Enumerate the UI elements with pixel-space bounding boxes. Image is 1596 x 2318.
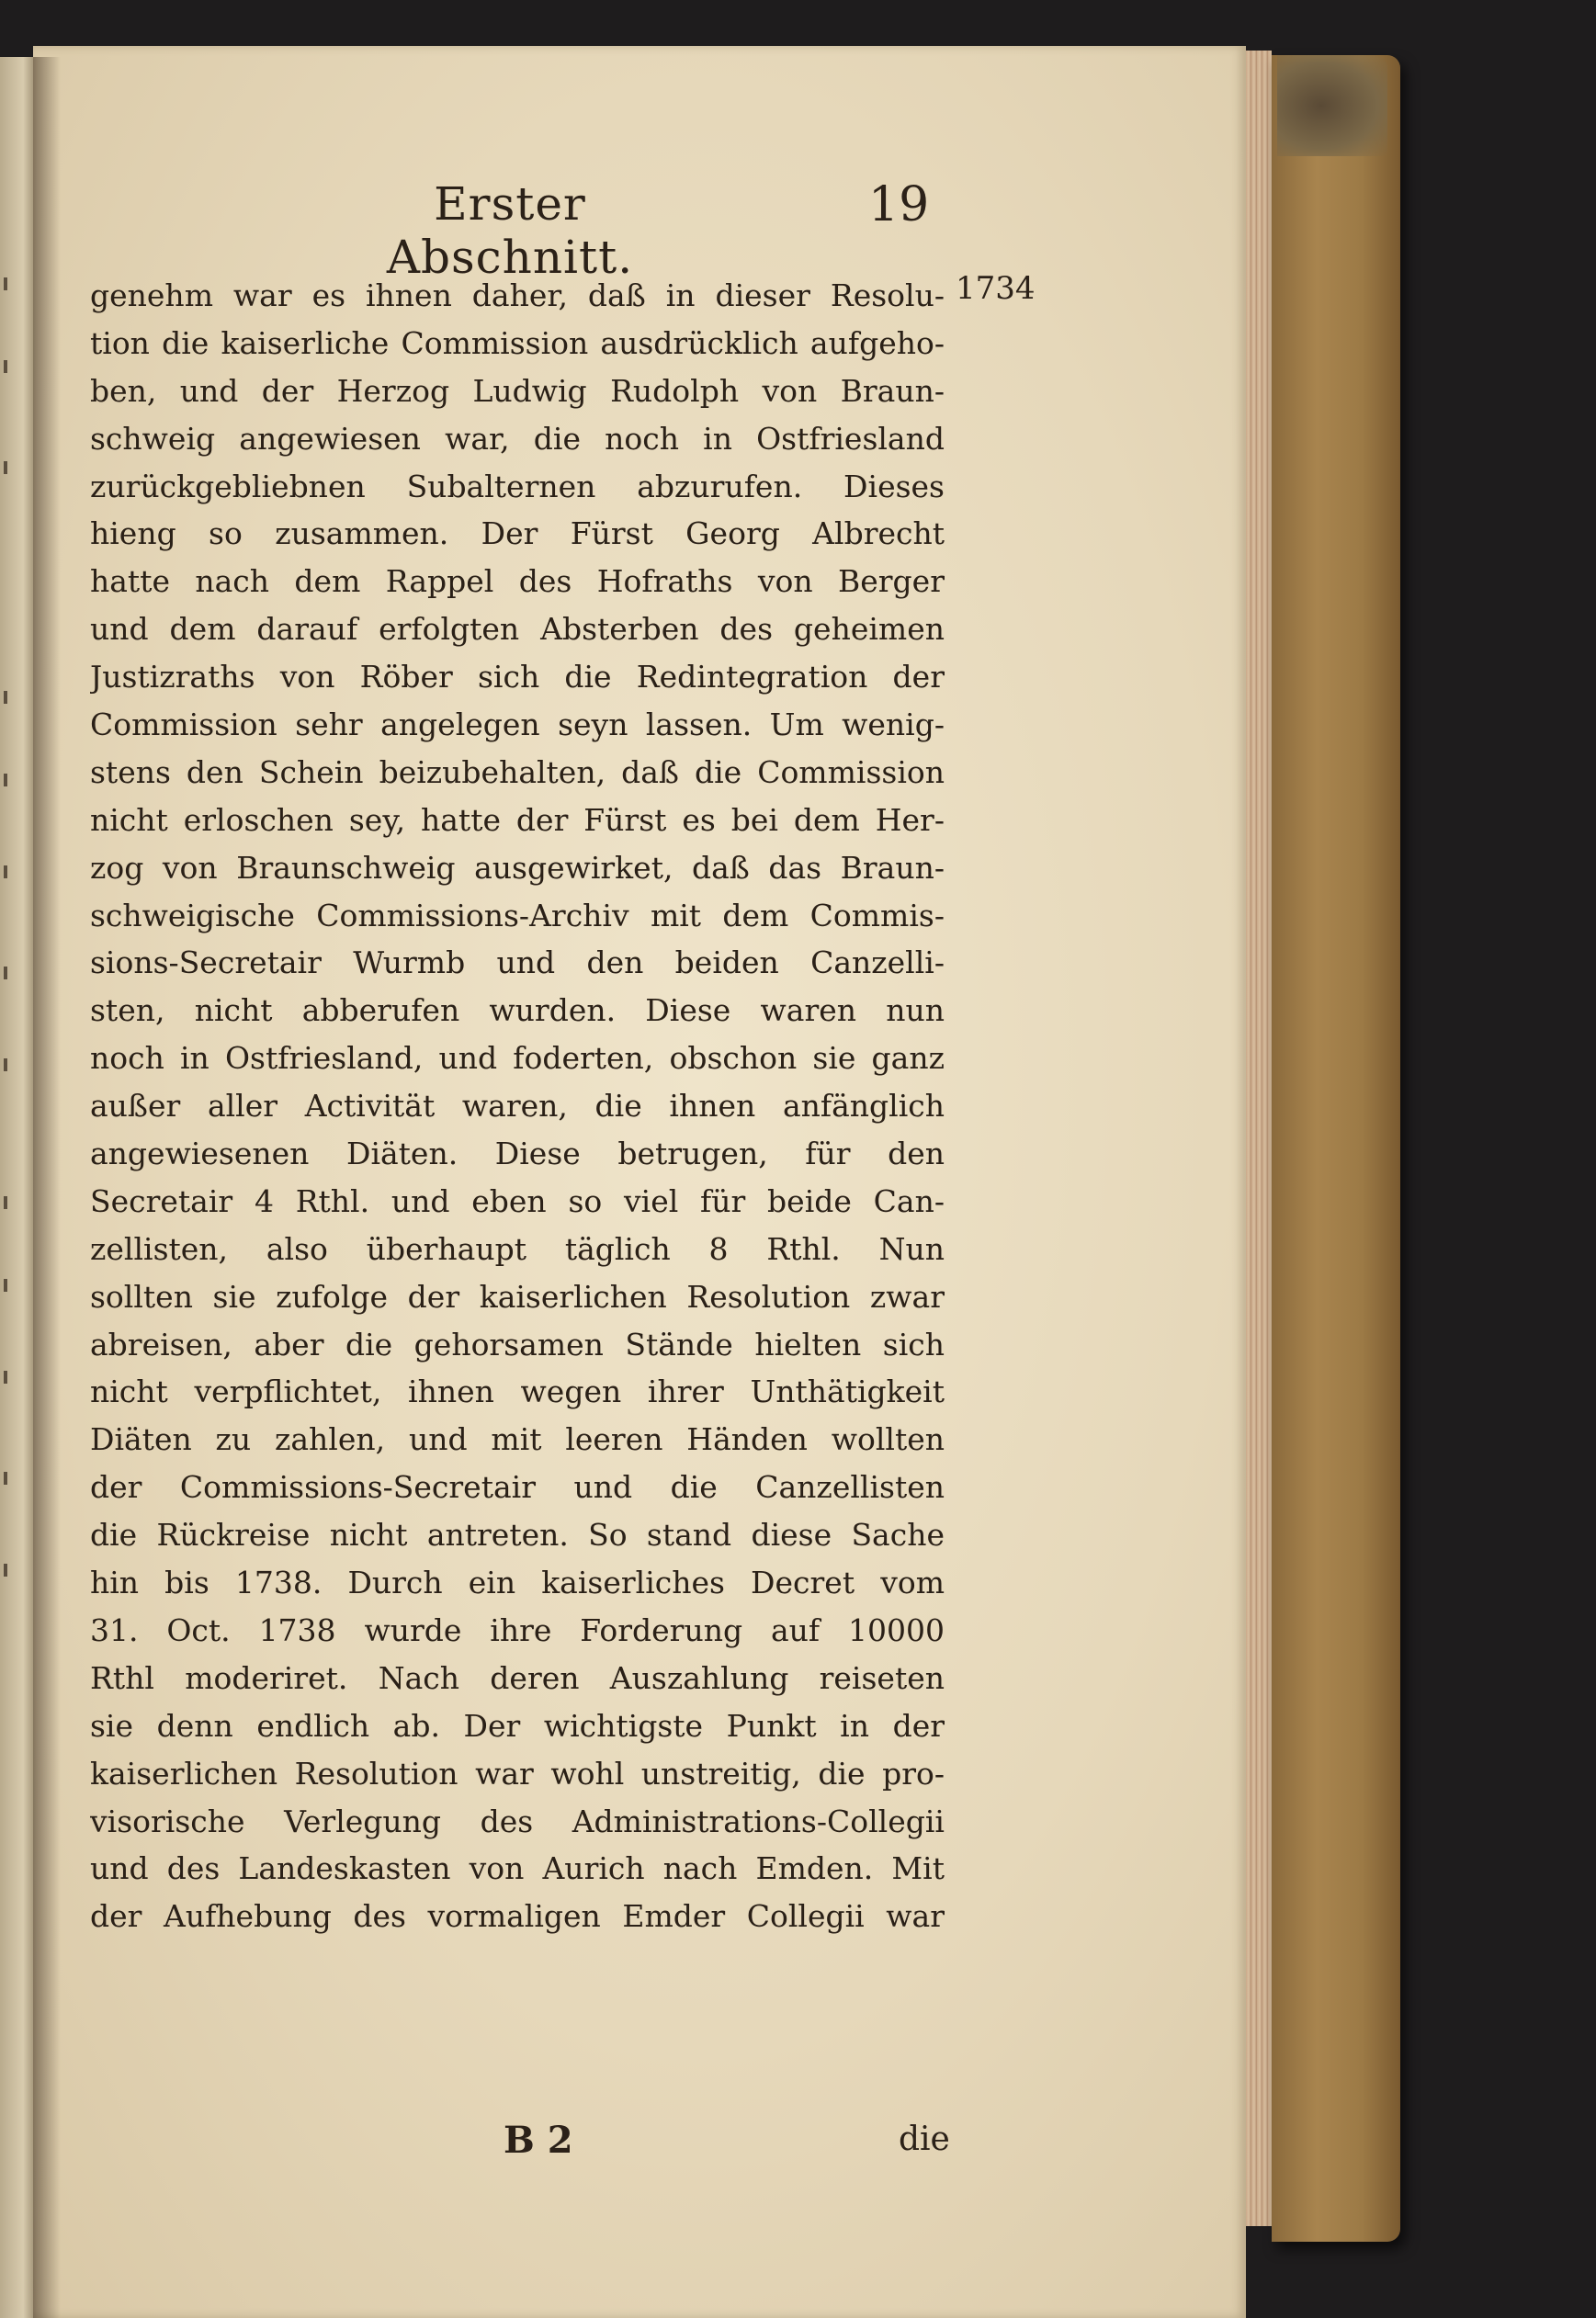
page-gutter-shadow [33,57,61,2318]
text-line: zog von Braunschweig ausgewirket, daß das Braun- [90,849,945,886]
text-line: nicht erloschen sey, hatte der Fürst es bei dem Her- [90,801,945,838]
text-line: schweigische Commissions-Archiv mit dem Commis- [90,897,945,933]
margin-year-note: 1734 [956,270,1036,307]
facing-page-edge [0,57,33,2318]
text-line: Secretair 4 Rthl. und eben so viel für beide Can- [90,1182,945,1219]
text-line: noch in Ostfriesland, und foderten, obschon sie ganz [90,1040,945,1077]
text-line: abreisen, aber die gehorsamen Stände hielten sich [90,1326,945,1363]
book-cover [1272,55,1400,2242]
text-line: der Commissions-Secretair und die Canzellisten [90,1469,945,1506]
text-line: Diäten zu zahlen, und mit leeren Händen wollten [90,1421,945,1458]
text-line: schweig angewiesen war, die noch in Ostfriesland [90,420,945,457]
text-line: genehm war es ihnen daher, daß in dieser Resolu- [90,277,945,313]
text-line: ben, und der Herzog Ludwig Rudolph von Braun- [90,372,945,409]
page-block-edge [1246,51,1272,2226]
text-line: angewiesenen Diäten. Diese betrugen, für den [90,1136,945,1172]
text-line: der Aufhebung des vormaligen Emder Collegii war [90,1898,945,1935]
text-line: Commission sehr angelegen seyn lassen. Um wenig- [90,707,945,743]
text-line: visorische Verlegung des Administrations-Collegii [90,1803,945,1839]
cover-wear [1277,55,1387,156]
text-line: sions-Secretair Wurmb und den beiden Canzelli- [90,944,945,981]
catchword: die [899,2120,950,2158]
text-line: Justizraths von Röber sich die Redintegration der [90,659,945,695]
text-line: zellisten, also überhaupt täglich 8 Rthl. Nun [90,1230,945,1267]
text-line: und dem darauf erfolgten Absterben des geheimen [90,611,945,648]
text-line: nicht verpflichtet, ihnen wegen ihrer Unthätigkeit [90,1374,945,1410]
page-number: 19 [868,177,930,232]
text-line: sten, nicht abberufen wurden. Diese waren nun [90,992,945,1029]
text-line: tion die kaiserliche Commission ausdrücklich aufgeho- [90,324,945,361]
text-line: zurückgebliebnen Subalternen abzurufen. Dieses [90,468,945,504]
signature-mark: B 2 [504,2119,573,2162]
text-line: hieng so zusammen. Der Fürst Georg Albrecht [90,515,945,552]
text-line: sie denn endlich ab. Der wichtigste Punkt in der [90,1707,945,1744]
text-line: hatte nach dem Rappel des Hofraths von Berger [90,563,945,600]
text-line: stens den Schein beizubehalten, daß die Commission [90,753,945,790]
text-line: sollten sie zufolge der kaiserlichen Resolution zwar [90,1278,945,1315]
running-head: Erster Abschnitt. [386,177,634,284]
text-line: hin bis 1738. Durch ein kaiserliches Decret vom [90,1565,945,1601]
text-line: 31. Oct. 1738 wurde ihre Forderung auf 10000 [90,1611,945,1648]
body-text [90,272,945,1940]
text-line: und des Landeskasten von Aurich nach Emden. Mit [90,1850,945,1887]
text-line: kaiserlichen Resolution war wohl unstreitig, die pro- [90,1755,945,1792]
text-line: Rthl moderiret. Nach deren Auszahlung reiseten [90,1659,945,1696]
text-line: außer aller Activität waren, die ihnen anfänglich [90,1088,945,1125]
text-line: die Rückreise nicht antreten. So stand diese Sache [90,1517,945,1554]
